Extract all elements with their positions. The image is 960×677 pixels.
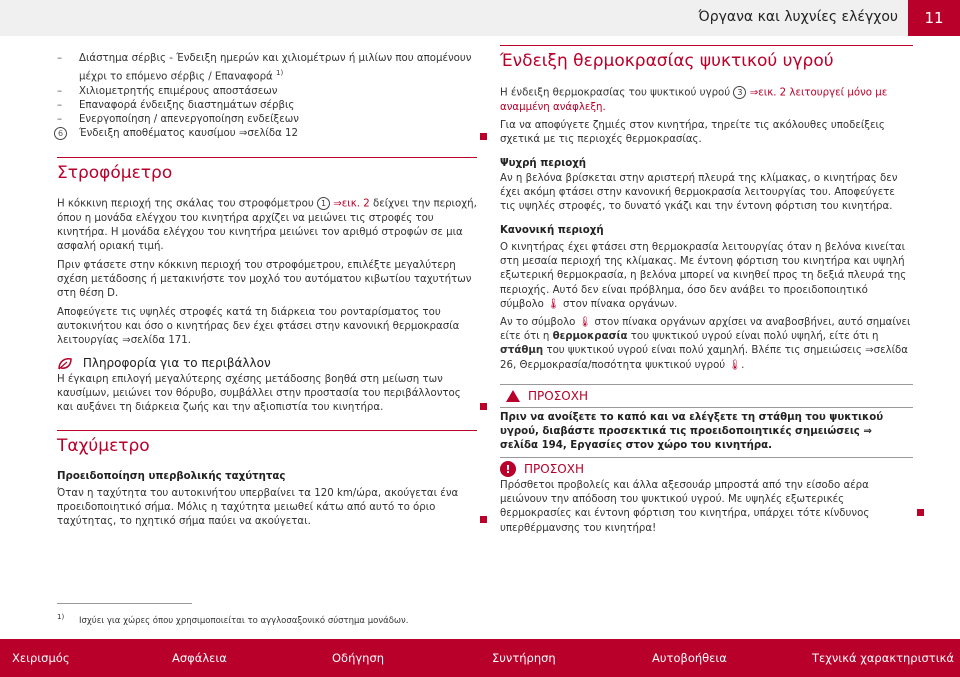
- footer-tab-technical-data[interactable]: Τεχνικά χαρακτηριστικά: [812, 651, 954, 665]
- header-title: Όργανα και λυχνίες ελέγχου: [698, 9, 898, 25]
- warning-triangle-icon: [506, 390, 520, 402]
- section-end-marker: [480, 133, 487, 140]
- callout-1: 1: [317, 197, 330, 210]
- divider: [57, 430, 477, 431]
- warning-title: ΠΡΟΣΟΧΗ: [528, 389, 588, 403]
- speedo-subtitle: Προειδοποίηση υπερβολικής ταχύτητας: [57, 471, 286, 482]
- arrow-icon: ⇒: [238, 128, 248, 140]
- divider: [500, 45, 913, 46]
- warning-text: Πριν να ανοίξετε το καπό και να ελέγξετε τη στάθμη του ψυκτικού υγρού, διαβάστε προσεκτικά τις προειδοποιητικές σημειώσεις ⇒ σελίδα 194, Εργασίες στον χώρο του κινητήρα.: [500, 408, 913, 458]
- footer-tab-safety[interactable]: Ασφάλεια: [172, 651, 227, 665]
- speedo-text: Όταν η ταχύτητα του αυτοκινήτου υπερβαίνει τα 120 km/ώρα, ακούγεται ένα προειδοποιητικό σήμα. Μόλις η ταχύτητα μειωθεί κάτω από αυτό το όριο ταχύτητας, το ηχητικό σήμα παύει να ακούγεται.: [57, 488, 459, 528]
- chapter-nav: [0, 639, 960, 677]
- list-item: Ενεργοποίηση / απενεργοποίηση ενδείξεων: [79, 114, 299, 126]
- cold-range-text: Αν η βελόνα βρίσκεται στην αριστερή πλευρά της κλίμακας, ο κινητήρας δεν έχει ακόμη φτάσει στην κανονική θερμοκρασία λειτουργίας του. Αποφεύγετε τις υψηλές στροφές, το δυνατό γκάζι και την έντονη φόρτιση του κινητήρα.: [500, 173, 898, 213]
- list-item: Ένδειξη αποθέματος καυσίμου: [79, 128, 236, 140]
- tacho-paragraph-3: Αποφεύγετε τις υψηλές στροφές κατά τη διάρκεια του ρονταρίσματος του αυτοκινήτου και όσο ο κινητήρας δεν έχει φτάσει στην κανονική θερμοκρασία λειτουργίας ⇒σελίδα 171.: [57, 307, 460, 347]
- caution-text: Πρόσθετοι προβολείς και άλλα αξεσουάρ μπροστά από την είσοδο αέρα μειώνουν την απόδοση του ψυκτικού υγρού. Με υψηλές εξωτερικές θερμοκρασίες και έντονη φόρτιση του κινητήρα, υπάρχει τότε κίνδυνος υπερθέρμανσης του κινητήρα!: [500, 480, 870, 534]
- ref-link[interactable]: σελίδα 194, Εργασίες στον χώρο του κινητήρα.: [500, 440, 773, 452]
- section-end-marker: [480, 403, 487, 410]
- footer-tab-maintenance[interactable]: Συντήρηση: [492, 651, 556, 665]
- footnote-ref: 1): [276, 69, 284, 78]
- warning-header: [500, 384, 913, 408]
- callout-6: 6: [54, 127, 67, 140]
- footnote-text: Ισχύει για χώρες όπου χρησιμοποιείται το αγγλοσαξονικό σύστημα μονάδων.: [78, 615, 409, 626]
- footer-tab-driving[interactable]: Οδήγηση: [332, 651, 385, 665]
- env-info-text: Η έγκαιρη επιλογή μεγαλύτερης σχέσης μετάδοσης βοηθά στη μείωση των καυσίμων, μειώνει τον θόρυβο, συμβάλλει στην προστασία του περιβάλλοντος και αυξάνει τη διάρκεια ζωής και την αξιοπιστία του κινητήρα.: [57, 374, 461, 414]
- page-number: 11: [908, 0, 960, 36]
- footnote-rule: [57, 603, 192, 604]
- footer-tab-operation[interactable]: Χειρισμός: [12, 651, 70, 665]
- ref-link[interactable]: σελίδα 171: [130, 335, 188, 347]
- normal-range-title: Κανονική περιοχή: [500, 225, 604, 236]
- section-title-speedometer: Ταχύμετρο: [57, 436, 150, 456]
- divider: [57, 157, 477, 158]
- section-title-tachometer: Στροφόμετρο: [57, 163, 173, 183]
- section-end-marker: [917, 509, 924, 516]
- list-item: Επαναφορά ένδειξης διαστημάτων σέρβις: [79, 100, 295, 111]
- section-title-coolant: Ένδειξη θερμοκρασίας ψυκτικού υγρού: [500, 51, 834, 71]
- footer-tab-self-help[interactable]: Αυτοβοήθεια: [652, 651, 727, 665]
- caution-title: ΠΡΟΣΟΧΗ: [524, 462, 584, 476]
- callout-3: 3: [733, 86, 746, 99]
- list-item: Χιλιομετρητής επιμέρους αποστάσεων: [79, 85, 278, 97]
- section-end-marker: [480, 516, 487, 523]
- list-block: – Διάστημα σέρβις - Ένδειξη ημερών και χιλιομέτρων ή μιλίων που απομένουν μέχρι το επόμενο σέρβις / Επαναφορά $^{1)}$ – Χιλιομετρητής επιμέρους αποστάσεων – Επαναφορά ένδειξης διαστημάτων σέρβις – Ενεργοποίηση / απενεργοποίηση ενδείξεων 6 Ένδειξη αποθέματος καυσίμου ⇒σελίδα 12: [57, 52, 477, 142]
- arrow-icon: ⇒: [749, 87, 759, 99]
- arrow-icon: ⇒: [863, 426, 872, 438]
- arrow-icon: ⇒: [333, 198, 342, 210]
- coolant-temperature-icon: 🌡: [578, 317, 592, 328]
- caution-header: [500, 461, 913, 477]
- ref-link[interactable]: σελίδα 26, Θερμοκρασία/ποσότητα ψυκτικού υγρού: [500, 345, 908, 371]
- exclamation-icon: !: [500, 461, 516, 477]
- ref-link[interactable]: σελίδα 12: [247, 128, 298, 140]
- tacho-paragraph-2: Πριν φτάσετε στην κόκκινη περιοχή του στροφόμετρου, επιλέξτε μεγαλύτερη σχέση μετάδοσης ή μετακινήστε τον μοχλό του αυτόματου κιβωτίου ταχυτήτων στη θέση D.: [57, 260, 472, 300]
- env-info-heading: [57, 356, 477, 371]
- list-item: Διάστημα σέρβις - Ένδειξη ημερών και χιλιομέτρων ή μιλίων που απομένουν: [79, 53, 472, 64]
- arrow-icon: ⇒: [122, 335, 131, 347]
- coolant-paragraph-1: Η ένδειξη θερμοκρασίας του ψυκτικού υγρού 3 ⇒εικ. 2 λειτουργεί μόνο με αναμμένη ανάφλεξη.: [500, 87, 888, 113]
- coolant-temperature-icon: 🌡: [728, 359, 742, 371]
- coolant-paragraph-2: Για να αποφύγετε ζημιές στον κινητήρα, τηρείτε τις ακόλουθες υποδείξεις σχετικά με τις περιοχές θερμοκρασίας.: [500, 120, 885, 146]
- ref-link[interactable]: εικ. 2: [758, 87, 787, 99]
- env-info-title: Πληροφορία για το περιβάλλον: [82, 356, 271, 370]
- cold-range-title: Ψυχρή περιοχή: [500, 158, 587, 169]
- leaf-icon: [57, 357, 73, 371]
- footnote-mark: 1): [57, 612, 65, 621]
- tacho-paragraph-1: Η κόκκινη περιοχή της σκάλας του στροφόμετρου 1 ⇒εικ. 2 δείχνει την περιοχή, όπου η μονάδα ελέγχου του κινητήρα αρχίζει να μειώνει τις στροφές του κινητήρα. Η μονάδα ελέγχου του κινητήρα μειώνει τον αριθμό στροφών σε μια ασφαλή οριακή τιμή.: [57, 198, 477, 253]
- arrow-icon: ⇒: [865, 345, 874, 357]
- footnote: [57, 612, 408, 626]
- symbol-paragraph: Αν το σύμβολο 🌡 στον πίνακα οργάνων αρχίσει να αναβοσβήνει, αυτό σημαίνει είτε ότι η θερμοκρασία του ψυκτικού υγρού είναι πολύ υψηλή, είτε ότι η στάθμη του ψυκτικού υγρού είναι πολύ χαμηλή. Βλέπε τις σημειώσεις ⇒σελίδα 26, Θερμοκρασία/ποσότητα ψυκτικού υγρού 🌡.: [500, 317, 911, 371]
- warning-box: [500, 384, 920, 450]
- coolant-temperature-icon: 🌡: [547, 298, 560, 310]
- ref-link[interactable]: εικ. 2: [341, 198, 370, 210]
- list-item: μέχρι το επόμενο σέρβις / Επαναφορά: [79, 71, 273, 83]
- normal-range-text: Ο κινητήρας έχει φτάσει στη θερμοκρασία λειτουργίας όταν η βελόνα κινείται στη μεσαία περιοχή της κλίμακας. Με έντονη φόρτιση του κινητήρα και υψηλή εξωτερική θερμοκρασία, η βελόνα μπορεί να κινηθεί προς τη δεξιά πλευρά της περιοχής. Αυτό δεν είναι πρόβλημα, όσο δεν ανάβει το προειδοποιητικό σύμβολο 🌡 στον πίνακα οργάνων.: [500, 242, 907, 310]
